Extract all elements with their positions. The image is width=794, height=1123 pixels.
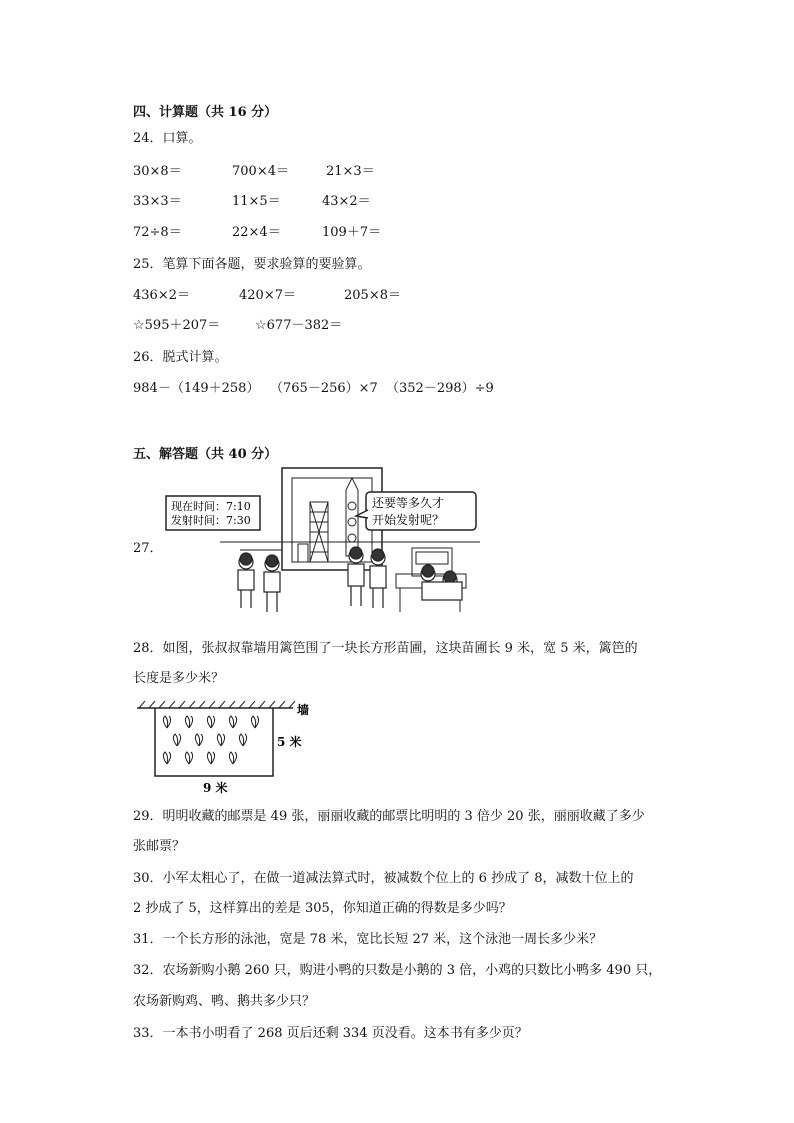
q26-item: （765－256）×7 (270, 381, 378, 396)
sign-launch-time: 发射时间：7:30 (171, 514, 251, 527)
q28-line1: 28．如图，张叔叔靠墙用篱笆围了一块长方形苗圃，这块苗圃长 9 米，宽 5 米，篱笆的 (133, 641, 638, 656)
nursery-diagram (135, 698, 320, 798)
wall-label: 墙 (297, 703, 310, 717)
q24-item: 22×4＝ (232, 225, 281, 240)
q26-label: 26．脱式计算。 (133, 350, 228, 365)
bubble-line2: 开始发射呢？ (372, 513, 445, 527)
section5-title: 五、解答题（共 40 分） (133, 447, 278, 462)
q25-item: 436×2＝ (133, 288, 190, 303)
bubble-line1: 还要等多久才 (372, 496, 445, 510)
q30-line2: 2 抄成了 5，这样算出的差是 305，你知道正确的得数是多少吗？ (133, 901, 512, 916)
q28-line2: 长度是多少米？ (133, 671, 225, 686)
q31-line1: 31．一个长方形的泳池，宽是 78 米，宽比长短 27 米，这个泳池一周长多少米？ (133, 932, 603, 947)
q24-item: 30×8＝ (133, 164, 182, 179)
q25-item: ☆595＋207＝ (133, 318, 221, 333)
q24-label: 24．口算。 (133, 131, 202, 146)
q26-item: 984－（149＋258） (133, 381, 260, 396)
q29-line2: 张邮票？ (133, 839, 186, 854)
q24-item: 72÷8＝ (133, 225, 182, 240)
q24-item: 33×3＝ (133, 194, 182, 209)
q24-item: 109＋7＝ (322, 225, 382, 240)
q30-line1: 30．小军太粗心了，在做一道减法算式时，被减数个位上的 6 抄成了 8，减数十位上的 (133, 871, 634, 886)
q25-item: 420×7＝ (239, 288, 296, 303)
q27-number: 27． (133, 541, 163, 556)
q32-line1: 32．农场新购小鹅 260 只，购进小鸭的只数是小鹅的 3 倍，小鸡的只数比小鸭多 490 只， (133, 963, 662, 978)
q26-item: （352－298）÷9 (386, 381, 494, 396)
q32-line2: 农场新购鸡、鸭、鹅共多少只？ (133, 994, 316, 1009)
q24-item: 43×2＝ (322, 194, 371, 209)
section4-title: 四、计算题（共 16 分） (133, 105, 278, 120)
rocket-launch-illustration (160, 466, 480, 614)
q24-item: 21×3＝ (326, 164, 375, 179)
q33-line1: 33．一本书小明看了 268 页后还剩 334 页没看。这本书有多少页？ (133, 1026, 528, 1041)
q29-line1: 29．明明收藏的邮票是 49 张，丽丽收藏的邮票比明明的 3 倍少 20 张，丽丽收藏了多少 (133, 809, 645, 824)
q25-item: 205×8＝ (344, 288, 401, 303)
q25-label: 25．笔算下面各题，要求验算的要验算。 (133, 257, 371, 272)
q24-item: 700×4＝ (232, 164, 289, 179)
q24-item: 11×5＝ (232, 194, 281, 209)
width-label: 5 米 (277, 735, 302, 749)
q25-item: ☆677－382＝ (255, 318, 343, 333)
length-label: 9 米 (203, 781, 228, 795)
sign-current-time: 现在时间：7:10 (171, 500, 251, 513)
